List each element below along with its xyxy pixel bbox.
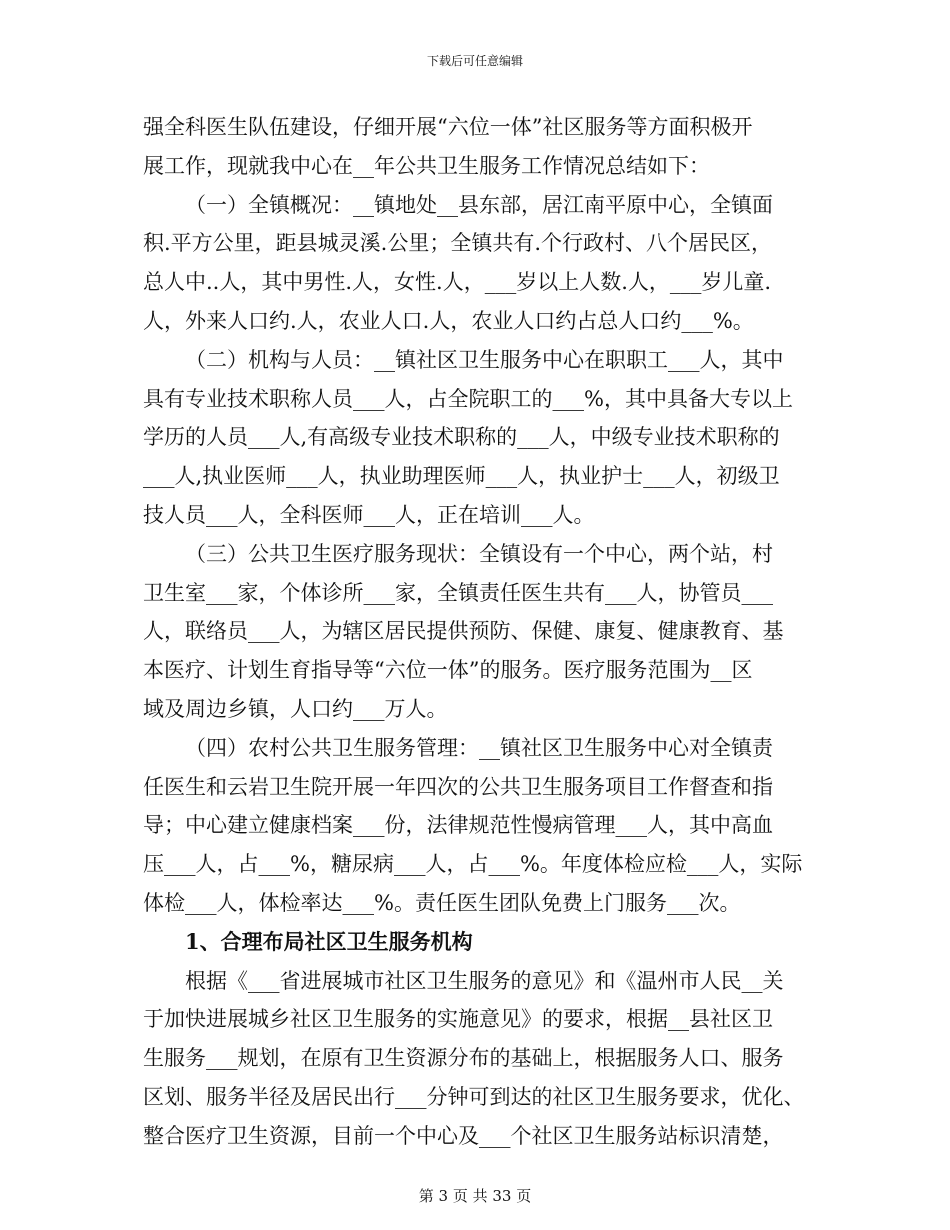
- text-line: 具有专业技术职称人员___人，占全院职工的___%，其中具备大专以上: [143, 386, 793, 411]
- paragraph-start: 根据《___省进展城市社区卫生服务的意见》和《温州市人民__关: [185, 968, 784, 993]
- text-line: 积.平方公里，距县城灵溪.公里；全镇共有.个行政村、八个居民区，: [143, 231, 773, 256]
- text-line: 于加快进展城乡社区卫生服务的实施意见》的要求，根据__县社区卫: [143, 1007, 773, 1032]
- page-footer: 第 3 页 共 33 页: [418, 1187, 532, 1205]
- section-2-paragraph-start: （二）机构与人员：__镇社区卫生服务中心在职职工___人，其中: [185, 347, 784, 372]
- text-line: 强全科医生队伍建设，仔细开展“六位一体”社区服务等方面积极开: [143, 115, 753, 139]
- text-line: 展工作，现就我中心在__年公共卫生服务工作情况总结如下：: [143, 153, 710, 178]
- text-line: 技人员___人，全科医师___人，正在培训___人。: [143, 502, 595, 527]
- text-line: 压___人，占___%，糖尿病___人，占___%。年度体检应检___人，实际: [143, 852, 803, 877]
- text-line: 导；中心建立健康档案___份，法律规范性慢病管理___人，其中高血: [143, 813, 773, 838]
- section-3-paragraph-start: （三）公共卫生医疗服务现状：全镇设有一个中心，两个站，村: [185, 541, 773, 566]
- text-line: 整合医疗卫生资源，目前一个中心及___个社区卫生服务站标识清楚，: [143, 1123, 784, 1148]
- text-line: 人，联络员___人，为辖区居民提供预防、保健、康复、健康教育、基: [143, 619, 784, 644]
- document-body: [143, 108, 813, 1156]
- section-heading: 1、合理布局社区卫生服务机构: [185, 928, 473, 954]
- section-1-paragraph-start: （一）全镇概况：__镇地处__县东部，居江南平原中心，全镇面: [185, 192, 773, 217]
- section-4-paragraph-start: （四）农村公共卫生服务管理：__镇社区卫生服务中心对全镇责: [185, 735, 773, 760]
- text-line: ___人,执业医师___人，执业助理医师___人，执业护士___人，初级卫: [143, 464, 780, 489]
- text-line: 区划、服务半径及居民出行___分钟可到达的社区卫生服务要求，优化、: [143, 1084, 805, 1109]
- text-line: 体检___人，体检率达___%。责任医生团队免费上门服务___次。: [143, 890, 741, 915]
- text-line: 任医生和云岩卫生院开展一年四次的公共卫生服务项目工作督查和指: [143, 774, 773, 799]
- text-line: 卫生室___家，个体诊所___家，全镇责任医生共有___人，协管员___: [143, 580, 773, 605]
- text-line: 生服务___规划，在原有卫生资源分布的基础上，根据服务人口、服务: [143, 1046, 784, 1071]
- text-line: 总人中..人，其中男性.人，女性.人，___岁以上人数.人，___岁儿童.: [143, 270, 772, 295]
- text-line: 本医疗、计划生育指导等“六位一体”的服务。医疗服务范围为__区: [143, 658, 753, 683]
- text-line: 域及周边乡镇，人口约___万人。: [143, 696, 448, 721]
- text-line: 人，外来人口约.人，农业人口.人，农业人口约占总人口约___%。: [143, 308, 754, 333]
- text-line: 学历的人员___人,有高级专业技术职称的___人，中级专业技术职称的: [143, 425, 780, 450]
- page-header: 下载后可任意编辑: [426, 54, 523, 68]
